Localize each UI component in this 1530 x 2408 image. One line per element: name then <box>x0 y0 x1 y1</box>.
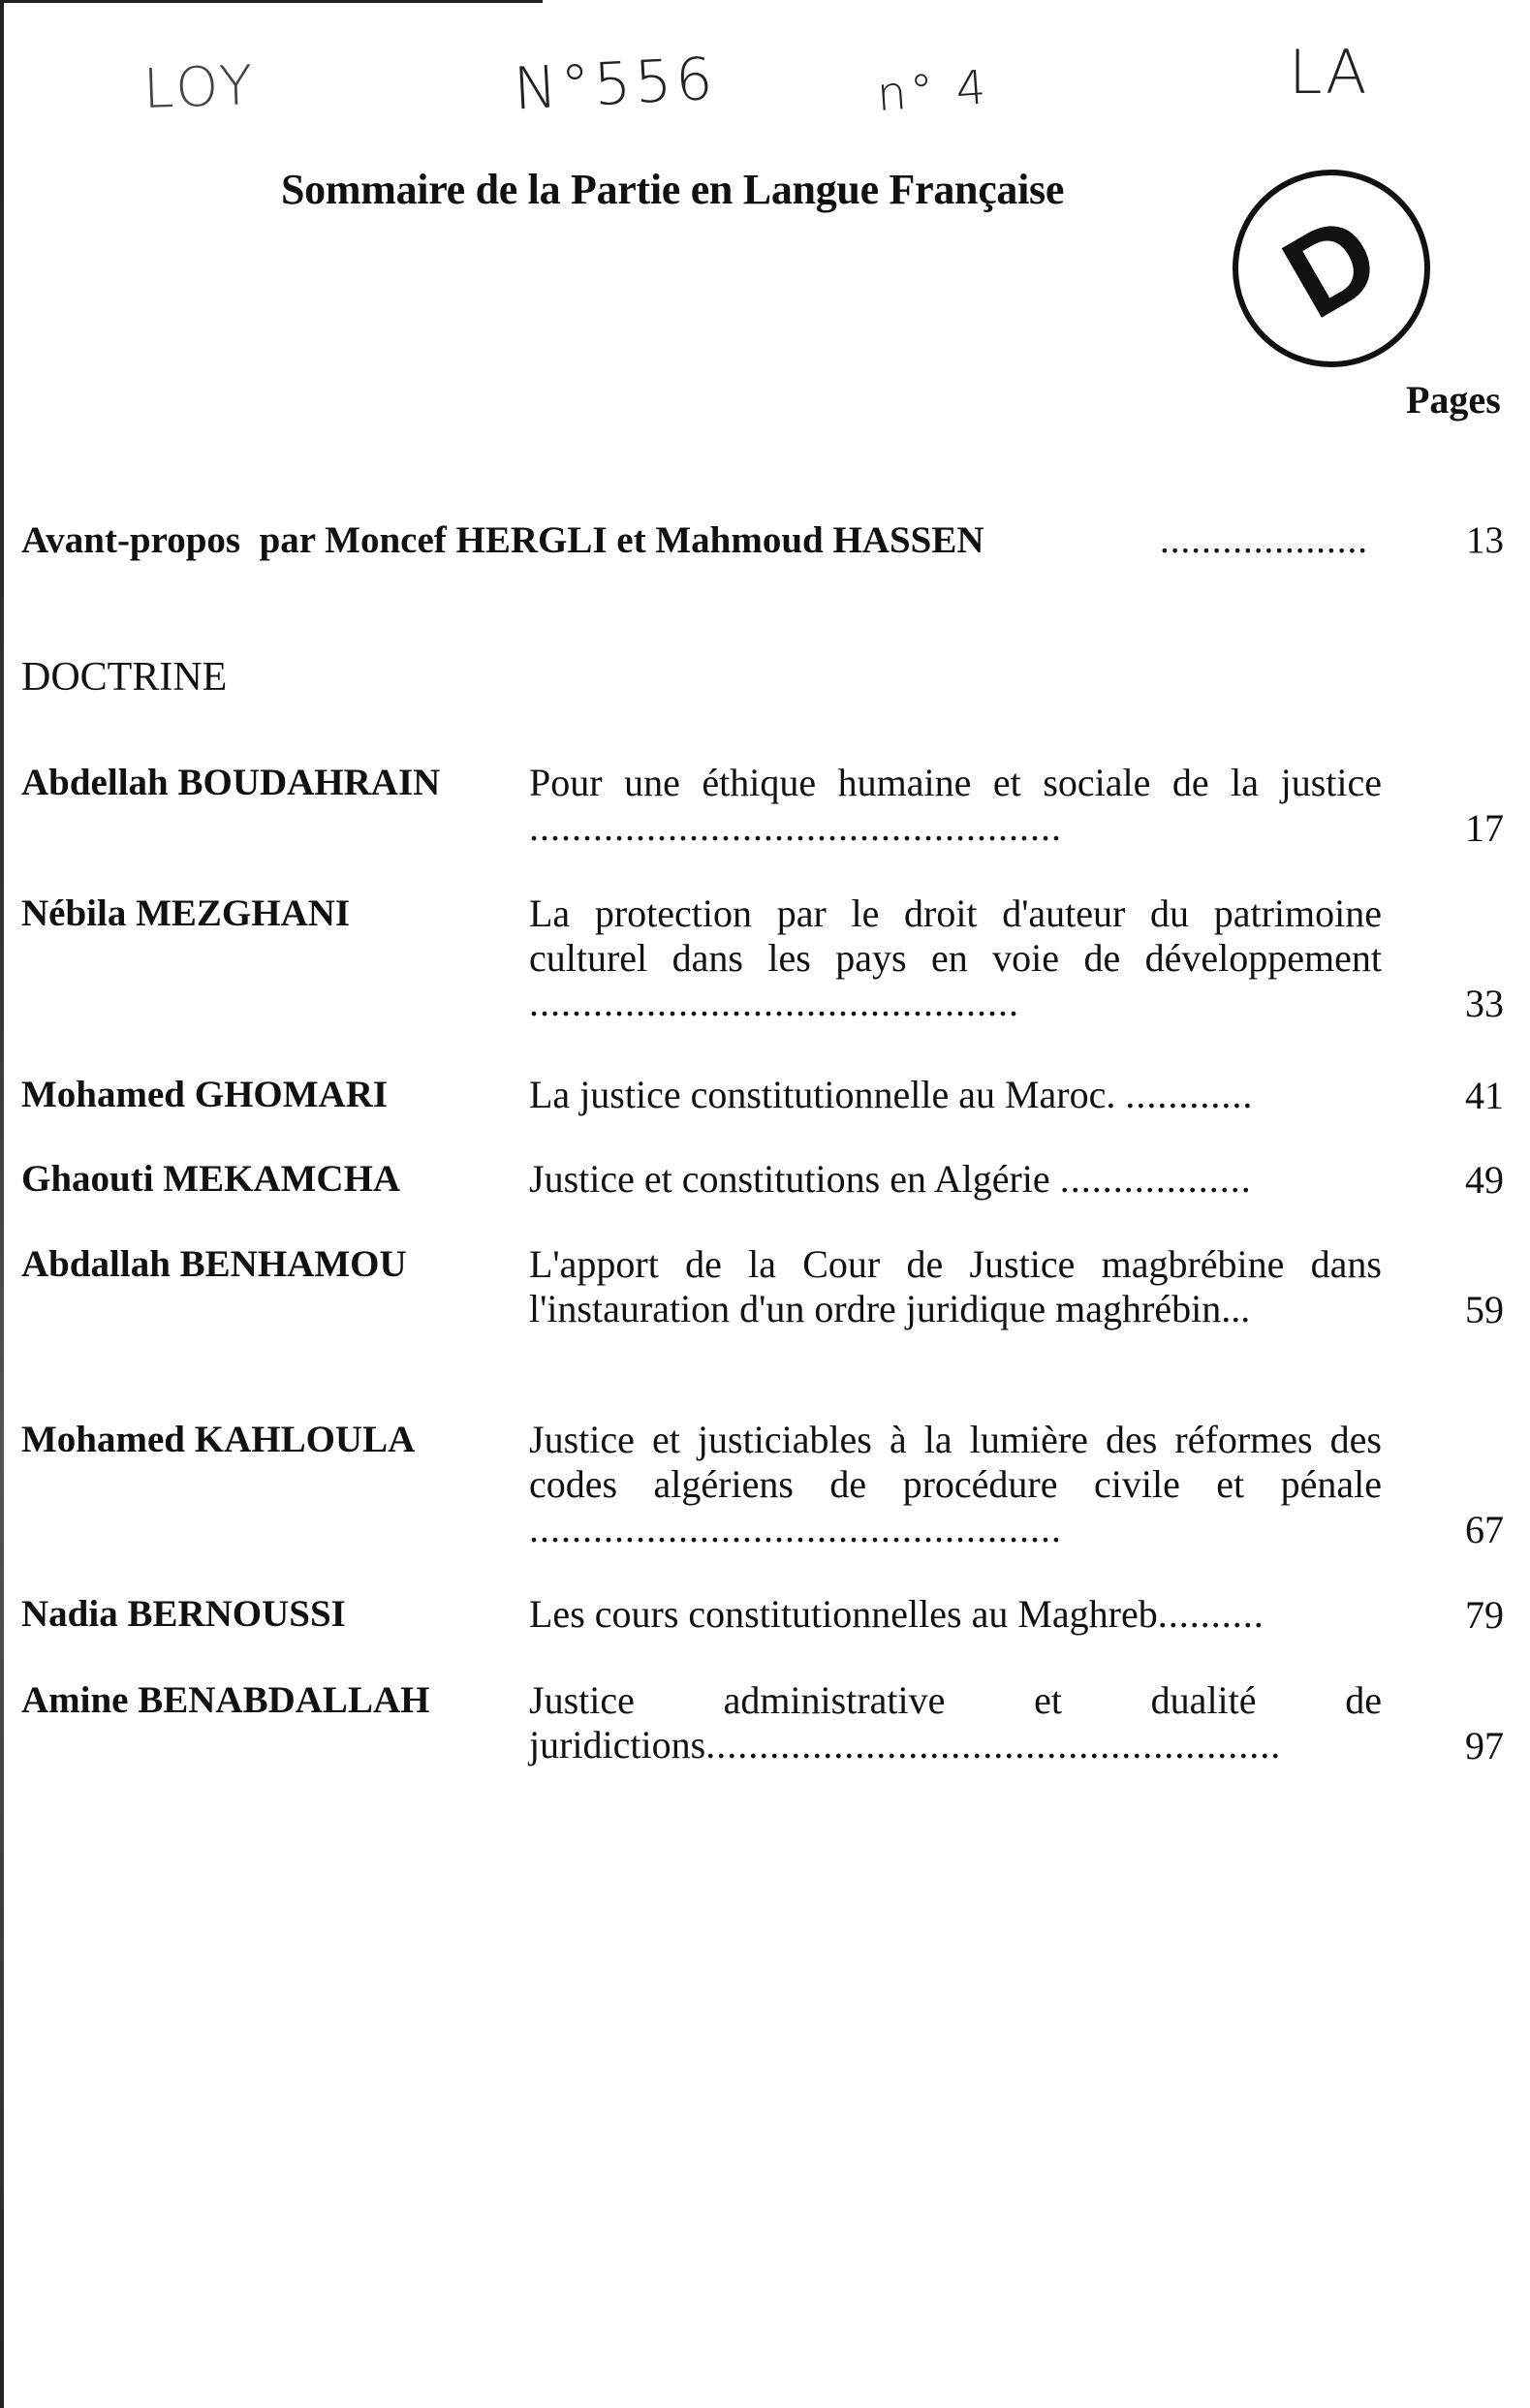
avant-propos-label: Avant-propos par Moncef HERGLI et Mahmoud HASSEN <box>21 519 984 561</box>
entry-author: Abdallah BENHAMOU <box>21 1243 407 1285</box>
entry-page: 79 <box>1465 1593 1504 1637</box>
entry-title <box>529 1678 1382 1767</box>
entry-title-text: L'apport de la Cour de Justice magbrébine dans l'instauration d'un ordre juridique maghrébin... <box>529 1242 1382 1330</box>
entry-title-text: Les cours constitutionnelles au Maghreb <box>529 1592 1158 1636</box>
entry-title-text: La justice constitutionnelle au Maroc. <box>529 1073 1116 1116</box>
handwritten-note-code: N°556 <box>512 45 719 124</box>
entry-author: Ghaouti MEKAMCHA <box>21 1158 401 1200</box>
entry-title <box>529 1242 1382 1331</box>
entry-leader-dots: .............................................. <box>529 981 1019 1024</box>
entry-page: 33 <box>1465 982 1504 1025</box>
avant-propos-page: 13 <box>1466 519 1504 561</box>
entry-author: Nébila MEZGHANI <box>21 892 351 934</box>
entry-title <box>529 1418 1382 1551</box>
entry-author: Amine BENABDALLAH <box>21 1679 430 1721</box>
entry-title <box>529 891 1382 1025</box>
entry-author: Mohamed GHOMARI <box>21 1074 389 1115</box>
entry-leader-dots: .................. <box>1059 1157 1252 1201</box>
handwritten-note-number: n° 4 <box>875 60 992 122</box>
entry-page: 67 <box>1465 1508 1504 1551</box>
entry-title <box>529 1157 1382 1202</box>
entry-page: 49 <box>1465 1158 1504 1202</box>
entry-leader-dots: .................................................. <box>529 805 1062 849</box>
handwritten-note-initials: LA <box>1289 37 1369 108</box>
entry-leader-dots: .................................................. <box>529 1507 1062 1550</box>
entry-title <box>529 1073 1382 1117</box>
entry-author: Abdellah BOUDAHRAIN <box>21 762 441 803</box>
scan-edge-top <box>0 0 543 3</box>
avant-propos-leader-dots: .................... <box>1160 519 1368 561</box>
entry-title-text: Justice et constitutions en Algérie <box>529 1157 1050 1201</box>
stamp-letter: D <box>1262 188 1401 344</box>
scan-edge-left <box>0 0 4 2408</box>
entry-leader-dots: .......... <box>1157 1592 1265 1636</box>
entry-author: Nadia BERNOUSSI <box>21 1593 346 1635</box>
handwritten-note-left: LOY <box>141 53 258 122</box>
page-title: Sommaire de la Partie en Langue Française <box>281 166 1065 213</box>
entry-title-text: Pour une éthique humaine et sociale de la justice <box>529 761 1382 804</box>
entry-title <box>529 761 1382 850</box>
entry-page: 97 <box>1465 1724 1504 1767</box>
entry-title-text: Justice et justiciables à la lumière des réformes des codes algériens de procédure civile et pénale <box>529 1418 1382 1506</box>
entry-leader-dots: ...................................................... <box>705 1723 1282 1767</box>
entry-title <box>529 1592 1382 1637</box>
entry-title-text: La protection par le droit d'auteur du patrimoine culturel dans les pays en voie de développement <box>529 891 1382 980</box>
entry-page: 59 <box>1465 1288 1504 1331</box>
entry-leader-dots: ............ <box>1125 1073 1254 1116</box>
pages-column-header: Pages <box>1406 378 1501 422</box>
circle-stamp <box>1233 170 1430 367</box>
entry-title-text: Justice administrative et dualité de juridictions <box>529 1678 1382 1767</box>
entry-page: 41 <box>1465 1074 1504 1117</box>
entry-author: Mohamed KAHLOULA <box>21 1419 416 1460</box>
section-heading-doctrine: DOCTRINE <box>21 655 228 700</box>
entry-page: 17 <box>1465 806 1504 850</box>
